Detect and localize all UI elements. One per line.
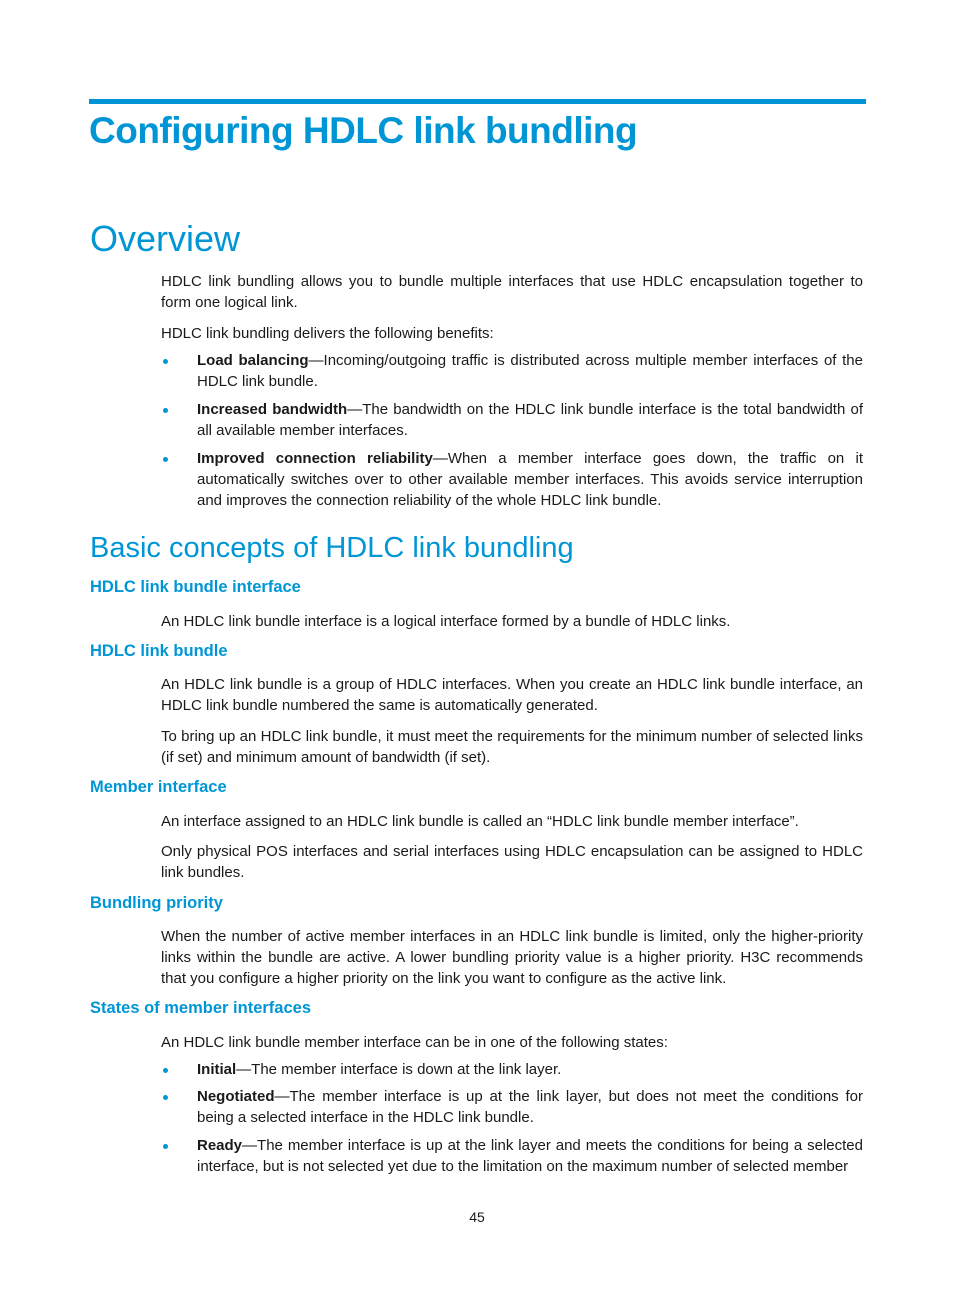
state-term: Negotiated bbox=[197, 1088, 275, 1105]
benefit-desc: —Incoming/outgoing traffic is distributed across multiple member interfaces of the HDLC link bundle. bbox=[197, 352, 863, 390]
benefit-item-increased-bandwidth bbox=[161, 399, 863, 441]
bundle-interface-paragraph: An HDLC link bundle interface is a logical interface formed by a bundle of HDLC links. bbox=[161, 613, 731, 630]
benefit-item-improved-reliability bbox=[161, 448, 863, 511]
chapter-title: Configuring HDLC link bundling bbox=[89, 110, 638, 151]
bundle-paragraph-2: To bring up an HDLC link bundle, it must meet the requirements for the minimum number of selected links (if set) and minimum amount of bandwidth (if set). bbox=[161, 728, 863, 766]
bullet-icon bbox=[163, 1144, 168, 1149]
basic-concepts-heading: Basic concepts of HDLC link bundling bbox=[90, 532, 574, 564]
state-desc: —The member interface is down at the link layer. bbox=[236, 1061, 562, 1078]
bundling-priority-paragraph: When the number of active member interfaces in an HDLC link bundle is limited, only the higher-priority links within the bundle are active. A lower bundling priority value is a higher priority. H3C recommends that you configure a higher priority on the link you want to configure as the active link. bbox=[161, 928, 863, 987]
state-item-ready bbox=[161, 1135, 863, 1177]
overview-paragraph-2: HDLC link bundling delivers the following benefits: bbox=[161, 325, 494, 342]
overview-heading: Overview bbox=[90, 218, 241, 259]
state-item-initial bbox=[161, 1059, 863, 1080]
benefit-desc: —When a member interface goes down, the traffic on it automatically switches over to other available member interfaces. This avoids service interruption and improves the connection reliability of the whole HDLC link bundle. bbox=[197, 450, 863, 509]
bullet-icon bbox=[163, 1095, 168, 1100]
benefit-term: Load balancing bbox=[197, 352, 309, 369]
bundling-priority-heading: Bundling priority bbox=[90, 894, 223, 912]
bundle-paragraph-1: An HDLC link bundle is a group of HDLC interfaces. When you create an HDLC link bundle interface, an HDLC link bundle numbered the same is automatically generated. bbox=[161, 676, 863, 714]
state-desc: —The member interface is up at the link layer and meets the conditions for being a selected interface, but is not selected yet due to the limitation on the maximum number of selected member bbox=[197, 1137, 863, 1175]
benefit-desc: —The bandwidth on the HDLC link bundle interface is the total bandwidth of all available member interfaces. bbox=[197, 401, 863, 439]
benefit-item-load-balancing bbox=[161, 350, 863, 392]
overview-paragraph-1: HDLC link bundling allows you to bundle multiple interfaces that use HDLC encapsulation together to form one logical link. bbox=[161, 273, 863, 311]
state-term: Initial bbox=[197, 1061, 237, 1078]
member-interface-heading: Member interface bbox=[90, 778, 227, 796]
member-interface-paragraph-1: An interface assigned to an HDLC link bundle is called an “HDLC link bundle member interface”. bbox=[161, 813, 799, 830]
bundle-heading: HDLC link bundle bbox=[90, 642, 228, 660]
bundle-interface-heading: HDLC link bundle interface bbox=[90, 578, 301, 596]
state-term: Ready bbox=[197, 1137, 243, 1154]
benefit-term: Improved connection reliability bbox=[197, 450, 433, 467]
member-interface-paragraph-2: Only physical POS interfaces and serial interfaces using HDLC encapsulation can be assigned to HDLC link bundles. bbox=[161, 843, 863, 881]
state-item-negotiated bbox=[161, 1086, 863, 1128]
bullet-icon bbox=[163, 1068, 168, 1073]
bullet-icon bbox=[163, 457, 168, 462]
states-paragraph: An HDLC link bundle member interface can be in one of the following states: bbox=[161, 1034, 668, 1051]
page-number: 45 bbox=[469, 1209, 485, 1225]
bullet-icon bbox=[163, 359, 168, 364]
benefit-term: Increased bandwidth bbox=[197, 401, 348, 418]
bullet-icon bbox=[163, 408, 168, 413]
states-heading: States of member interfaces bbox=[90, 999, 312, 1017]
chapter-rule bbox=[89, 99, 866, 104]
state-desc: —The member interface is up at the link layer, but does not meet the conditions for being a selected interface in the HDLC link bundle. bbox=[197, 1088, 863, 1126]
